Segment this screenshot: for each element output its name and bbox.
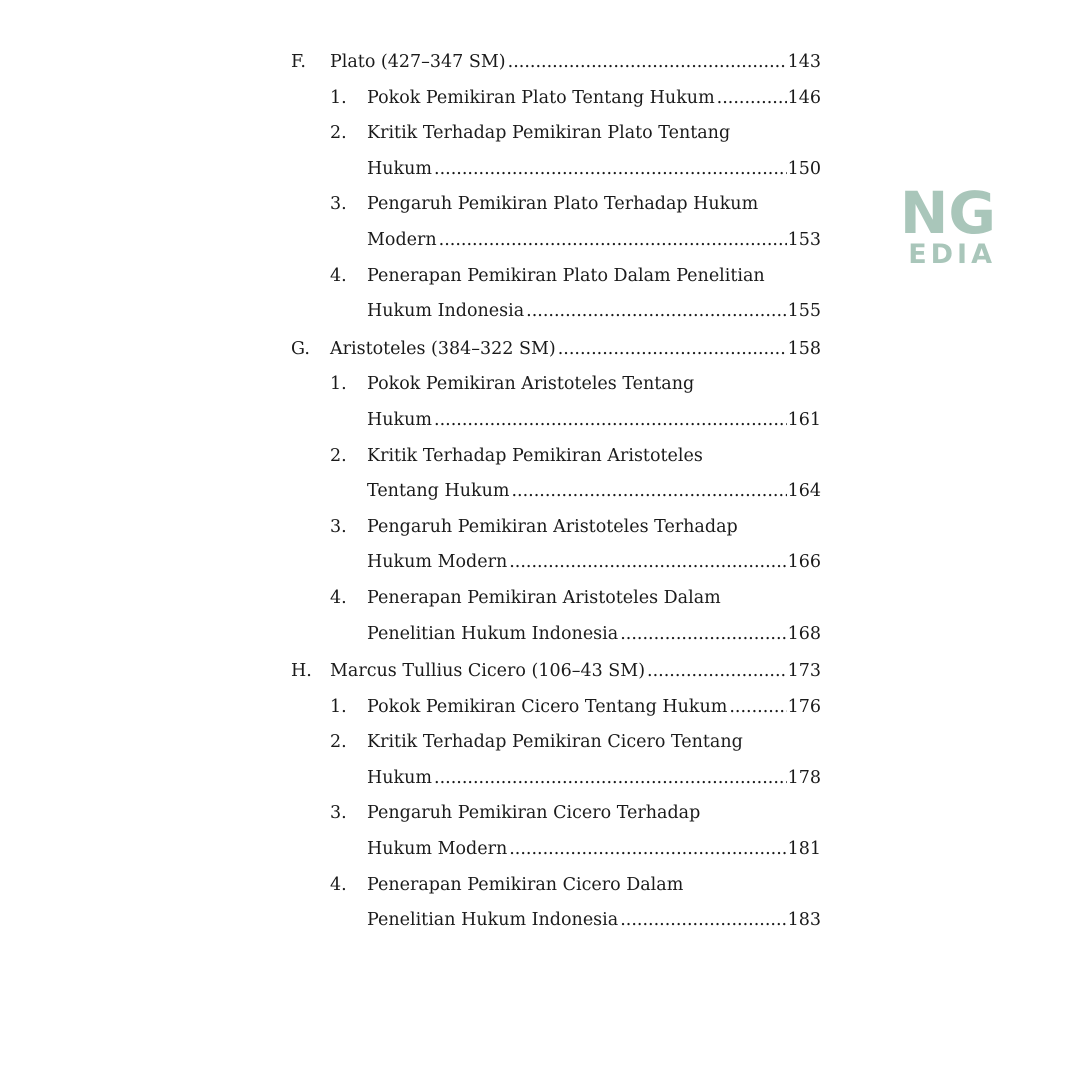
dot-leader bbox=[439, 223, 787, 259]
dot-leader bbox=[620, 617, 786, 653]
page-number: 153 bbox=[787, 229, 821, 250]
entry-line bbox=[367, 903, 821, 939]
toc-subsection-entry[interactable] bbox=[291, 81, 821, 117]
entry-line bbox=[367, 403, 821, 439]
entry-line bbox=[367, 474, 821, 510]
entry-line bbox=[367, 545, 821, 581]
item-number: 3. bbox=[330, 194, 347, 215]
entry-line bbox=[330, 332, 821, 368]
entry-body bbox=[330, 45, 821, 81]
page-number: 150 bbox=[787, 158, 821, 179]
entry-title: Penelitian Hukum Indonesia bbox=[367, 623, 619, 644]
entry-line bbox=[367, 690, 821, 726]
entry-title: Kritik Terhadap Pemikiran Cicero Tentang bbox=[367, 732, 743, 753]
item-number: 1. bbox=[330, 374, 347, 395]
entry-line bbox=[367, 152, 821, 188]
entry-title: Plato (427–347 SM) bbox=[330, 52, 506, 72]
section-letter: H. bbox=[291, 661, 312, 682]
item-number: 3. bbox=[330, 516, 347, 537]
entry-title: Penerapan Pemikiran Cicero Dalam bbox=[367, 874, 684, 895]
entry-body bbox=[367, 439, 821, 510]
page-number: 143 bbox=[787, 52, 821, 72]
entry-title: Pokok Pemikiran Aristoteles Tentang bbox=[367, 374, 695, 395]
toc-subsection-entry[interactable] bbox=[291, 259, 821, 330]
entry-title: Kritik Terhadap Pemikiran Aristoteles bbox=[367, 445, 703, 466]
toc-subsection-entry[interactable] bbox=[291, 439, 821, 510]
publisher-watermark bbox=[899, 179, 996, 270]
toc-subsection-entry[interactable] bbox=[291, 116, 821, 187]
watermark-top-text: NG bbox=[899, 179, 996, 247]
dot-leader bbox=[434, 152, 787, 188]
entry-title: Modern bbox=[367, 229, 437, 250]
page-number: 166 bbox=[787, 552, 821, 573]
dot-leader bbox=[509, 545, 786, 581]
item-number: 1. bbox=[330, 696, 347, 717]
page-number: 178 bbox=[787, 767, 821, 788]
entry-title: Hukum bbox=[367, 158, 433, 179]
entry-line bbox=[367, 439, 821, 475]
page-number: 181 bbox=[787, 839, 821, 860]
entry-title: Hukum Indonesia bbox=[367, 301, 525, 322]
toc-subsection-entry[interactable] bbox=[291, 868, 821, 939]
entry-body bbox=[367, 116, 821, 187]
dot-leader bbox=[647, 654, 787, 690]
entry-title: Tentang Hukum bbox=[367, 481, 510, 502]
entry-line bbox=[367, 294, 821, 330]
dot-leader bbox=[620, 903, 786, 939]
entry-body bbox=[367, 81, 821, 117]
entry-line bbox=[367, 367, 821, 403]
page-number: 176 bbox=[787, 696, 821, 717]
entry-title: Pengaruh Pemikiran Aristoteles Terhadap bbox=[367, 516, 738, 537]
entry-body bbox=[367, 868, 821, 939]
page-number: 158 bbox=[787, 338, 821, 359]
dot-leader bbox=[729, 690, 786, 726]
entry-body bbox=[367, 367, 821, 438]
toc-subsection-entry[interactable] bbox=[291, 690, 821, 726]
entry-body bbox=[367, 510, 821, 581]
page-number: 183 bbox=[787, 910, 821, 931]
entry-title: Penelitian Hukum Indonesia bbox=[367, 910, 619, 931]
page-number: 164 bbox=[787, 481, 821, 502]
page-number: 146 bbox=[787, 87, 821, 108]
toc-subsection-entry[interactable] bbox=[291, 581, 821, 652]
dot-leader bbox=[511, 474, 786, 510]
entry-title: Penerapan Pemikiran Aristoteles Dalam bbox=[367, 587, 721, 608]
entry-line bbox=[367, 187, 821, 223]
watermark-bottom-text: EDIA bbox=[908, 239, 996, 270]
entry-title: Pengaruh Pemikiran Cicero Terhadap bbox=[367, 803, 701, 824]
entry-line bbox=[367, 617, 821, 653]
entry-line bbox=[367, 223, 821, 259]
entry-title: Kritik Terhadap Pemikiran Plato Tentang bbox=[367, 123, 731, 144]
toc-subsection-entry[interactable] bbox=[291, 725, 821, 796]
entry-title: Hukum bbox=[367, 409, 433, 430]
item-number: 4. bbox=[330, 874, 347, 895]
entry-body bbox=[367, 796, 821, 867]
table-of-contents bbox=[291, 45, 821, 939]
page-number: 155 bbox=[787, 301, 821, 322]
entry-line bbox=[367, 832, 821, 868]
entry-body bbox=[330, 332, 821, 368]
entry-title: Penerapan Pemikiran Plato Dalam Penelitian bbox=[367, 265, 765, 286]
toc-section-entry[interactable] bbox=[291, 332, 821, 368]
entry-title: Pokok Pemikiran Plato Tentang Hukum bbox=[367, 87, 715, 108]
item-number: 1. bbox=[330, 87, 347, 108]
dot-leader bbox=[558, 332, 787, 368]
toc-subsection-entry[interactable] bbox=[291, 187, 821, 258]
item-number: 3. bbox=[330, 803, 347, 824]
dot-leader bbox=[509, 832, 786, 868]
item-number: 2. bbox=[330, 732, 347, 753]
entry-line bbox=[367, 510, 821, 546]
entry-body bbox=[367, 725, 821, 796]
toc-subsection-entry[interactable] bbox=[291, 510, 821, 581]
dot-leader bbox=[434, 761, 787, 797]
item-number: 4. bbox=[330, 587, 347, 608]
entry-title: Hukum bbox=[367, 767, 433, 788]
item-number: 4. bbox=[330, 265, 347, 286]
section-letter: G. bbox=[291, 338, 310, 359]
entry-line bbox=[367, 259, 821, 295]
entry-title: Aristoteles (384–322 SM) bbox=[330, 338, 556, 359]
item-number: 2. bbox=[330, 445, 347, 466]
entry-line bbox=[367, 796, 821, 832]
entry-body bbox=[367, 581, 821, 652]
dot-leader bbox=[434, 403, 787, 439]
entry-line bbox=[330, 45, 821, 81]
page-number: 168 bbox=[787, 623, 821, 644]
entry-line bbox=[367, 581, 821, 617]
section-letter: F. bbox=[291, 52, 306, 72]
dot-leader bbox=[526, 294, 786, 330]
page-number: 161 bbox=[787, 409, 821, 430]
page-number: 173 bbox=[787, 661, 821, 682]
entry-body bbox=[367, 187, 821, 258]
entry-line bbox=[367, 725, 821, 761]
entry-line bbox=[367, 116, 821, 152]
toc-subsection-entry[interactable] bbox=[291, 796, 821, 867]
entry-title: Pokok Pemikiran Cicero Tentang Hukum bbox=[367, 696, 728, 717]
entry-body bbox=[367, 690, 821, 726]
entry-title: Hukum Modern bbox=[367, 552, 508, 573]
entry-line bbox=[367, 81, 821, 117]
entry-line bbox=[367, 761, 821, 797]
entry-title: Hukum Modern bbox=[367, 839, 508, 860]
entry-body bbox=[367, 259, 821, 330]
entry-title: Pengaruh Pemikiran Plato Terhadap Hukum bbox=[367, 194, 759, 215]
dot-leader bbox=[508, 45, 787, 81]
entry-body bbox=[330, 654, 821, 690]
toc-subsection-entry[interactable] bbox=[291, 367, 821, 438]
toc-section-entry[interactable] bbox=[291, 45, 821, 81]
item-number: 2. bbox=[330, 123, 347, 144]
entry-line bbox=[367, 868, 821, 904]
toc-section-entry[interactable] bbox=[291, 654, 821, 690]
entry-line bbox=[330, 654, 821, 690]
entry-title: Marcus Tullius Cicero (106–43 SM) bbox=[330, 661, 646, 682]
dot-leader bbox=[717, 81, 787, 117]
